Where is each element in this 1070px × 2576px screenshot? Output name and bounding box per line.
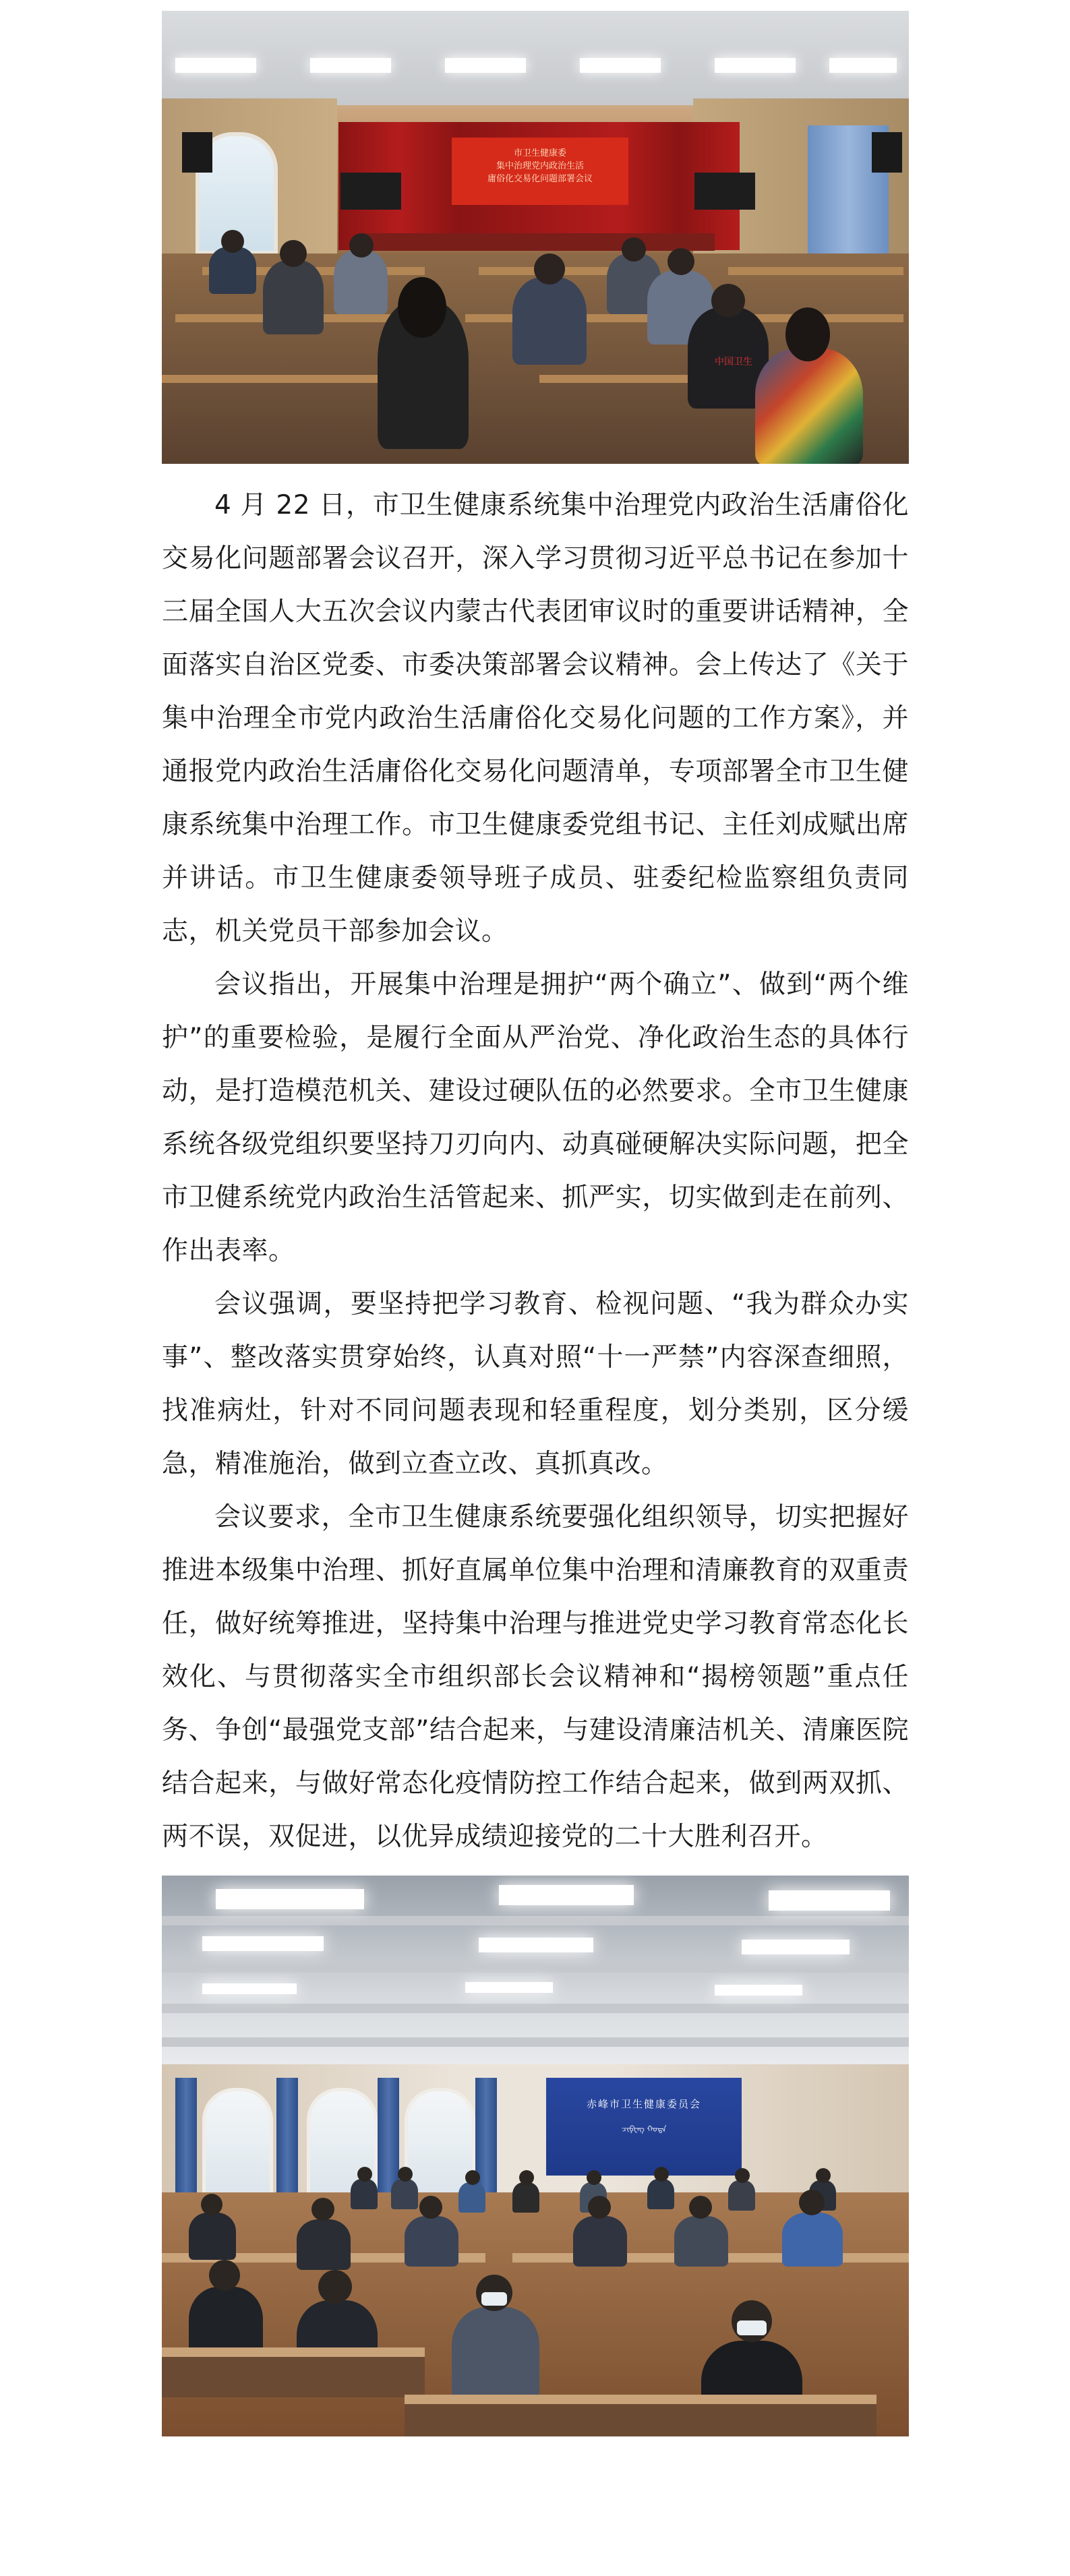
attendee-head	[735, 2168, 750, 2183]
ceiling-light	[216, 1889, 364, 1909]
attendee-head	[588, 2196, 611, 2219]
desk	[162, 2347, 425, 2357]
article	[162, 0, 909, 2436]
rostrum-table	[364, 233, 715, 251]
article-body	[162, 479, 909, 1863]
ceiling-light	[445, 58, 526, 73]
speaker	[182, 132, 212, 173]
attendee	[782, 2213, 843, 2267]
stage-board	[546, 2078, 742, 2176]
attendee-head	[349, 233, 374, 258]
attendee	[573, 2216, 627, 2267]
ceiling-light	[769, 1890, 890, 1911]
seat-sign: 中国卫生	[715, 357, 752, 367]
attendee-head	[799, 2190, 825, 2215]
stage-banner	[452, 138, 628, 205]
attendee	[647, 2179, 674, 2209]
attendee	[297, 2219, 351, 2270]
attendee-head	[280, 240, 307, 267]
paragraph-4: 会议要求，全市卫生健康系统要强化组织领导，切实把握好推进本级集中治理、抓好直属单位集中治理和清廉教育的双重责任，做好统筹推进，坚持集中治理与推进党史学习教育常态化长效化、与贯彻落实全市组织部长会议精神和“揭榜领题”重点任务、争创“最强党支部”结合起来，与建设清廉洁机关、清廉医院结合起来，与做好常态化疫情防控工作结合起来，做到两双抓、两不误，双促进，以优异成绩迎接党的二十大胜利召开。	[162, 1502, 909, 1852]
attendee-head	[398, 277, 446, 338]
ceiling-light	[202, 1983, 297, 1994]
ceiling-light	[499, 1885, 634, 1905]
ceiling-light	[715, 1985, 802, 1996]
blue-curtain	[175, 2078, 197, 2199]
ceiling-beam	[162, 1963, 909, 1973]
tv-screen	[340, 173, 401, 210]
desk-front	[405, 2404, 876, 2436]
attendee-head	[318, 2270, 352, 2304]
attendee-head	[622, 237, 646, 262]
paragraph-2: 会议指出，开展集中治理是拥护“两个确立”、做到“两个维护”的重要检验，是履行全面从严治党、净化政治生态的具体行动，是打造模范机关、建设过硬队伍的必然要求。全市卫生健康系统各级党组织要坚持刀刃向内、动真碰硬解决实际问题，把全市卫健系统党内政治生活管起来、抓严实，切实做到走在前列、作出表率。	[162, 969, 909, 1266]
attendee-head	[357, 2167, 372, 2182]
ceiling-beam	[162, 2037, 909, 2047]
ceiling-light	[310, 58, 391, 73]
attendee-head	[711, 284, 745, 318]
ceiling-beam	[162, 1916, 909, 1925]
paragraph-1: 4 月 22 日，市卫生健康系统集中治理党内政治生活庸俗化交易化问题部署会议召开，深入学习贯彻习近平总书记在参加十三届全国人大五次会议内蒙古代表团审议时的重要讲话精神，全面落实自治区党委、市委决策部署会议精神。会上传达了《关于集中治理全市党内政治生活庸俗化交易化问题的工作方案》，并通报党内政治生活庸俗化交易化问题清单，专项部署全市卫生健康系统集中治理工作。市卫生健康委党组书记、主任刘成赋出席并讲话。市卫生健康委领导班子成员、驻委纪检监察组负责同志，机关党员干部参加会议。	[162, 490, 909, 947]
attendee-head	[419, 2196, 442, 2219]
ceiling-beam	[162, 2004, 909, 2013]
attendee-head	[816, 2168, 831, 2183]
arched-window	[405, 2088, 475, 2196]
attendee-head	[587, 2170, 601, 2185]
desk-front	[162, 2357, 425, 2397]
banner-line: 庸俗化交易化问题部署会议	[487, 174, 593, 184]
banner-line: 集中治理党内政治生活	[496, 161, 584, 171]
ceiling	[162, 11, 909, 105]
attendee-head	[221, 230, 244, 253]
ceiling-light	[465, 1982, 553, 1993]
attendee	[674, 2216, 728, 2267]
attendee-head	[654, 2167, 669, 2182]
face-mask	[737, 2320, 767, 2335]
paragraph-3: 会议强调，要坚持把学习教育、检视问题、“我为群众办实事”、整改落实贯穿始终，认真对照“十一严禁”内容深查细照，找准病灶，针对不同问题表现和轻重程度，划分类别，区分缓急，精准施治，做到立查立改、真抓真改。	[162, 1289, 909, 1479]
attendee	[458, 2182, 485, 2213]
desk	[728, 267, 903, 275]
attendee-head	[201, 2194, 222, 2215]
attendee	[755, 348, 863, 464]
ceiling-light	[715, 58, 796, 73]
board-subtitle: ᠴᠢᠹᠧᠩ ᠬᠣᠲᠠ	[621, 2124, 667, 2134]
desk	[405, 2395, 876, 2404]
meeting-photo-1	[162, 11, 909, 464]
attendee-head	[209, 2260, 240, 2291]
attendee	[391, 2179, 418, 2209]
attendee	[334, 250, 388, 314]
attendee	[512, 277, 587, 365]
board-title: 赤峰市卫生健康委员会	[586, 2098, 701, 2110]
attendee	[189, 2213, 236, 2260]
ceiling-light	[202, 1936, 324, 1951]
attendee-head	[534, 253, 565, 284]
ceiling-light	[175, 58, 256, 73]
attendee	[351, 2179, 378, 2209]
arched-window	[202, 2088, 273, 2196]
tv-screen	[694, 173, 755, 210]
attendee	[405, 2216, 458, 2267]
banner-line: 市卫生健康委	[513, 148, 566, 158]
meeting-photo-2	[162, 1876, 909, 2436]
speaker	[872, 132, 902, 173]
ceiling-light	[742, 1940, 850, 1954]
attendee	[728, 2180, 755, 2211]
attendee	[512, 2182, 539, 2213]
face-mask	[481, 2292, 507, 2306]
ceiling-light	[479, 1938, 593, 1952]
blue-curtain	[276, 2078, 298, 2199]
ceiling-light	[829, 58, 897, 73]
ceiling-light	[580, 58, 661, 73]
attendee-head	[465, 2170, 480, 2185]
attendee-head	[785, 307, 830, 361]
attendee	[209, 247, 256, 294]
attendee	[452, 2307, 539, 2401]
attendee-head	[519, 2170, 534, 2185]
attendee-head	[689, 2196, 712, 2219]
attendee-head	[398, 2167, 413, 2182]
attendee	[263, 260, 324, 334]
attendee-head	[311, 2198, 334, 2221]
attendee-head	[667, 248, 694, 275]
